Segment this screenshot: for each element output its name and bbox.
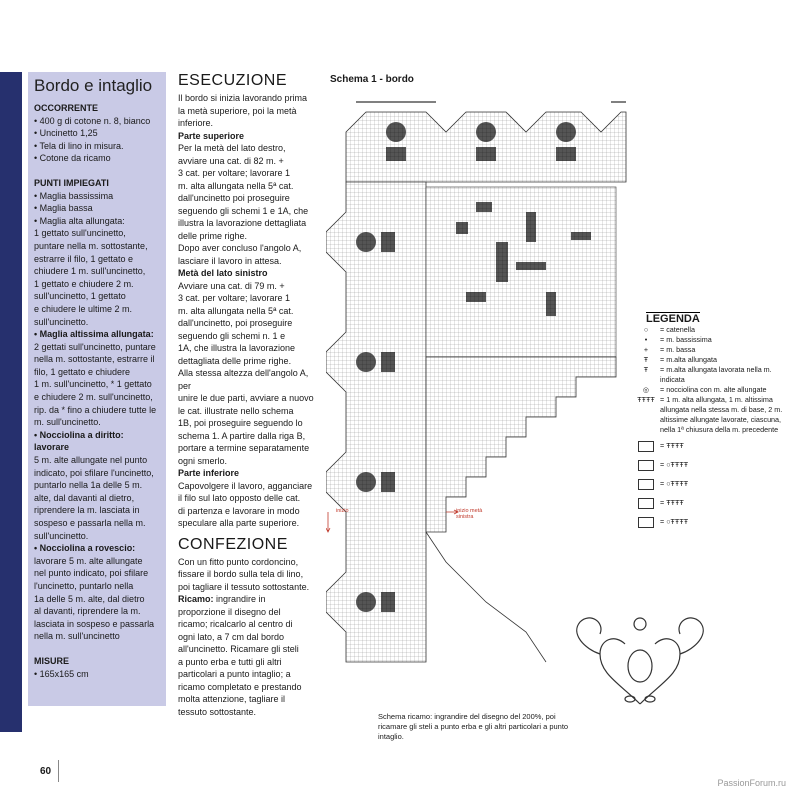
esecuzione-line: m. alta allungata nella 5ª cat. [178, 180, 294, 191]
confezione-line-text: ricamo completato e prestando [178, 681, 302, 692]
esecuzione-text [178, 92, 318, 530]
legend-text: = catenella [660, 325, 695, 334]
punti-line: rip. da * fino a chiudere tutte le [34, 404, 157, 415]
confezione-line-text: all'uncinetto. Ricamare gli steli [178, 644, 299, 654]
esecuzione-line: m. alta allungata nella 5ª cat. [178, 305, 294, 316]
occorrente-item: • 400 g di cotone n. 8, bianco [34, 115, 151, 126]
legend-box-text: = ○ŦŦŦŦ [660, 460, 689, 469]
esecuzione-line: 3 cat. per voltare; lavorare 1 [178, 293, 291, 303]
confezione-heading: CONFEZIONE [178, 535, 288, 553]
esecuzione-line: seguendo gli schemi n. 1 e [178, 330, 286, 341]
punti-line: alte, dal davanti al dietro, [34, 492, 135, 503]
misure-value: • 165x165 cm [34, 668, 89, 679]
page-number: 60 [40, 766, 52, 777]
esecuzione-line: le cat. illustrate nello schema [178, 405, 294, 416]
legend-box-row [632, 479, 792, 493]
esecuzione-line: 1B, poi proseguire seguendo lo [178, 418, 303, 428]
confezione-line [178, 593, 318, 606]
punti-list [34, 190, 160, 643]
esecuzione-line: unire le due parti, avviare a nuovo [178, 393, 314, 403]
confezione-line-text: a punto erba e tutti gli altri [178, 656, 282, 667]
esecuzione-heading: ESECUZIONE [178, 72, 288, 89]
confezione-line [178, 693, 318, 706]
legend-box-row [632, 460, 792, 474]
legend-items [632, 325, 792, 435]
confezione-line [178, 706, 318, 719]
esecuzione-line: Avviare una cat. di 79 m. + [178, 280, 285, 291]
esecuzione-line: Per la metà del lato destro, [178, 143, 286, 153]
legend-item [632, 365, 792, 385]
esecuzione-line: illustra la lavorazione dettagliata [178, 218, 307, 228]
punti-line: riprendere la m. lasciata in [34, 505, 140, 516]
legend-box-row [632, 498, 792, 512]
punti-line: sospeso e passarla nella m. [34, 518, 146, 528]
punti-line: l'uncinetto, puntarlo nella [34, 580, 134, 591]
confezione-line-text: molta attenzione, tagliare il [178, 694, 286, 704]
punti-line: e chiudere 2 m. sull'uncinetto, [34, 392, 153, 403]
punti-line: • Maglia alta allungata: [34, 215, 125, 226]
esecuzione-line: schema 1. A partire dalla riga B, [178, 430, 306, 441]
esecuzione-line: 3 cat. per voltare; lavorare 1 [178, 168, 291, 178]
esecuzione-line: Parte superiore [178, 130, 245, 141]
legend-text: = m. bassissima [660, 335, 712, 344]
instructions-column [178, 72, 318, 718]
esecuzione-line: di partenza e lavorare in modo [178, 505, 300, 516]
esecuzione-line: dettagliata delle prime righe. [178, 355, 292, 366]
punti-line: m. sull'uncinetto. [34, 417, 101, 428]
confezione-line-text: proporzione il disegno del [178, 606, 281, 617]
legend-text: = m.alta allungata [660, 355, 717, 364]
legend-symbol: ◎ [642, 385, 650, 394]
materials-sidebar [28, 72, 166, 706]
punti-line: sull'uncinetto. [34, 316, 89, 327]
confezione-line-rest: ingrandire in [213, 594, 266, 604]
confezione-line-text: tessuto sottostante. [178, 706, 257, 717]
punti-line: nella m. sottostante, estrarre il [34, 354, 155, 365]
misure-heading: MISURE [34, 655, 70, 666]
legend-item [632, 335, 792, 345]
legend-text: = 1 m. alta allungata, 1 m. altissima allungata nella stessa m. di base, 2 m. altissime allungate lavorate, ciascuna, nella 1ª chiusura della m. precedente [660, 395, 783, 434]
esecuzione-line: la metà superiore, poi la metà [178, 105, 297, 116]
confezione-line-text: poi tagliare il tessuto sottostante. [178, 581, 310, 592]
confezione-line [178, 656, 318, 669]
confezione-line [178, 643, 318, 656]
side-color-bar [0, 72, 22, 732]
legend-item [632, 395, 792, 435]
punti-line: sull'uncinetto, 1 gettato [34, 291, 126, 302]
legend-text: = m. bassa [660, 345, 696, 354]
confezione-line [178, 581, 318, 594]
punti-line: • Maglia bassa [34, 203, 93, 214]
legend-symbol: ŦŦŦŦ [637, 395, 655, 404]
legend-symbol: Ŧ [643, 365, 649, 374]
esecuzione-line: dall'uncinetto, poi proseguire [178, 318, 293, 328]
confezione-line [178, 606, 318, 619]
esecuzione-line: Parte inferiore [178, 468, 240, 478]
embroidery-caption: Schema ricamo: ingrandire del disegno del 200%, poi ricamare gli steli a punto erba e gli altri particolari a punto intaglio. [378, 712, 569, 741]
esecuzione-line: delle prime righe. [178, 230, 248, 241]
crochet-chart [326, 92, 628, 674]
legend [632, 312, 792, 531]
esecuzione-line: ogni smerlo. [178, 455, 228, 466]
center-panel [426, 187, 616, 357]
punti-line: indicato, poi sfilare l'uncinetto, [34, 467, 154, 478]
confezione-line-text: particolari a punto intaglio; a [178, 669, 291, 679]
punti-line: lasciata in sospeso e passarla [34, 618, 155, 629]
legend-box-text: = ŦŦŦŦ [660, 441, 684, 450]
legend-item [632, 345, 792, 355]
esecuzione-line: Dopo aver concluso l'angolo A, [178, 243, 302, 253]
confezione-line-text: Con un fitto punto cordoncino, [178, 556, 299, 567]
confezione-line-text: ricamo; ricalcarlo al centro di [178, 619, 293, 629]
confezione-line-text: fissare il bordo sulla tela di lino, [178, 569, 304, 579]
punti-line: sull'uncinetto. [34, 530, 89, 541]
confezione-line-text: Ricamo: [178, 594, 214, 604]
occorrente-heading: OCCORRENTE [34, 103, 99, 113]
esecuzione-line: lasciare il lavoro in attesa. [178, 255, 282, 266]
punti-line: 2 gettati sull'uncinetto, puntare [34, 341, 156, 352]
confezione-line [178, 681, 318, 694]
legend-item [632, 325, 792, 335]
punti-line: filo, 1 gettato e chiudere [34, 366, 131, 377]
confezione-line [178, 556, 318, 569]
esecuzione-line: 1A, che illustra la lavorazione [178, 343, 296, 353]
punti-line: al davanti, riprendere la m. [34, 606, 141, 617]
legend-title: LEGENDA [646, 313, 700, 325]
punti-line: puntarlo nella 1a delle 5 m. [34, 480, 143, 491]
legend-item [632, 355, 792, 365]
confezione-line [178, 631, 318, 644]
punti-line: nel punto indicato, poi sfilare [34, 568, 149, 579]
punti-line: • Nocciolina a diritto: lavorare [34, 429, 124, 453]
legend-text: = m.alta allungata lavorata nella m. indicata [660, 365, 772, 384]
legend-symbol: + [643, 345, 649, 354]
confezione-line-text: ogni lato, a 7 cm dal bordo [178, 631, 285, 642]
esecuzione-line: Capovolgere il lavoro, agganciare [178, 480, 313, 491]
occorrente-item: • Tela di lino in misura. [34, 140, 124, 151]
watermark: PassionForum.ru [717, 778, 786, 788]
legend-text: = nocciolina con m. alte allungate [660, 385, 767, 394]
punti-line: 5 m. alte allungate nel punto [34, 455, 148, 466]
legend-symbol: Ŧ [643, 355, 649, 364]
punti-line: • Nocciolina a rovescio: [34, 543, 136, 554]
esecuzione-line: speculare alla parte superiore. [178, 518, 300, 528]
occorrente-list [34, 115, 160, 165]
legend-box-row [632, 441, 792, 455]
punti-line: nella m. sull'uncinetto [34, 631, 120, 642]
occorrente-item: • Uncinetto 1,25 [34, 128, 98, 139]
confezione-line [178, 618, 318, 631]
occorrente-item: • Cotone da ricamo [34, 153, 111, 164]
esecuzione-line: avviare una cat. di 82 m. + [178, 155, 284, 166]
schema-title: Schema 1 - bordo [330, 74, 414, 85]
page-divider [58, 760, 59, 782]
punti-heading: PUNTI IMPIEGATI [34, 177, 109, 188]
punti-line: e chiudere le ultime 2 m. [34, 303, 133, 314]
diagonal-steps [426, 357, 616, 532]
sidebar-title: Bordo e intaglio [34, 76, 153, 95]
legend-box-text: = ○ŦŦŦŦ [660, 479, 689, 488]
left-border [326, 182, 426, 662]
punti-line: 1 m. sull'uncinetto, * 1 gettato [34, 379, 152, 390]
punti-line: chiudere 1 m. sull'uncinetto, [34, 266, 146, 277]
legend-box-rows [632, 441, 792, 531]
esecuzione-line: seguendo gli schemi 1 e 1A, che [178, 205, 309, 216]
esecuzione-line: il filo sul lato opposto delle cat. [178, 493, 301, 503]
esecuzione-line: Alla stessa altezza dell'angolo A, per [178, 368, 309, 391]
legend-symbol: • [644, 335, 648, 344]
confezione-text [178, 556, 318, 719]
confezione-line [178, 568, 318, 581]
punti-line: puntare nella m. sottostante, [34, 240, 148, 251]
punti-line: 1 gettato e chiudere 2 m. [34, 278, 134, 289]
label-inizio-meta-sinistra: inizio metà sinistra [456, 508, 483, 520]
punti-line: • Maglia bassissima [34, 190, 114, 201]
confezione-line [178, 668, 318, 681]
esecuzione-line: Il bordo si inizia lavorando prima [178, 93, 308, 103]
legend-box-text: = ŦŦŦŦ [660, 498, 684, 507]
esecuzione-line: portare a termine separatamente [178, 443, 310, 453]
label-inizio: inizio [336, 508, 349, 514]
punti-line: 1a delle 5 m. alte, dal dietro [34, 593, 145, 604]
legend-symbol: ○ [643, 325, 649, 334]
punti-line: estrarre il filo, 1 gettato e [34, 253, 134, 264]
punti-line: • Maglia altissima allungata: [34, 329, 154, 340]
esecuzione-line: Metà del lato sinistro [178, 268, 268, 278]
embroidery-motif [560, 604, 720, 714]
legend-box-row [632, 517, 792, 531]
legend-item [632, 385, 792, 395]
punti-line: lavorare 5 m. alte allungate [34, 555, 143, 566]
punti-line: 1 gettato sull'uncinetto, [34, 228, 126, 239]
legend-box-text: = ○ŦŦŦŦ [660, 517, 689, 526]
esecuzione-line: inferiore. [178, 118, 214, 128]
esecuzione-line: dall'uncinetto poi proseguire [178, 193, 290, 203]
